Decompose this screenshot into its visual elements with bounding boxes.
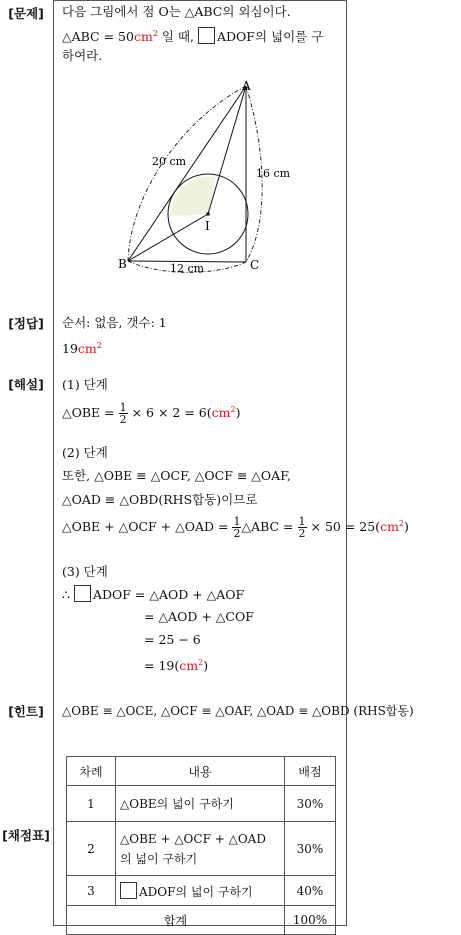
step1-title: (1) 단계 <box>62 377 108 392</box>
table-row <box>67 786 336 822</box>
header-score: 배점 <box>285 757 336 786</box>
header-no: 차례 <box>67 757 116 786</box>
problem-line-3: 하여라. <box>62 48 103 63</box>
fraction-half: $\frac{1}{2}$ <box>119 401 127 427</box>
problem-line-1: 다음 그림에서 점 O는 △ABC의 외심이다. <box>62 4 291 19</box>
step3-line-1 <box>62 585 244 604</box>
step3-eq-1: ADOF = △AOD + △AOF <box>92 587 245 602</box>
table-row <box>67 822 336 876</box>
table-row <box>67 876 336 906</box>
segment-BI <box>128 214 208 261</box>
row-content: △OBE의 넓이 구하기 <box>116 786 285 822</box>
step1-rhs: × 6 × 2 = 6( <box>131 405 212 421</box>
row-no: 2 <box>67 822 116 876</box>
answer-label: [정답] <box>8 316 44 331</box>
step3-line-4: = $19(cm^2)$ <box>144 658 209 674</box>
row-score: 30% <box>285 822 336 876</box>
length-AB: 20 cm <box>152 155 187 168</box>
step3-title: (3) 단계 <box>62 564 108 579</box>
scoring-label: [채점표] <box>2 828 50 843</box>
step3-line-3: = 25 − 6 <box>144 632 201 647</box>
row-content: ADOF의 넓이 구하기 <box>116 876 285 906</box>
total-label: 합계 <box>67 906 285 935</box>
fraction-half-2: $\frac{1}{2}$ <box>233 515 241 541</box>
step1-unit: $cm^2$ <box>211 405 236 421</box>
label-C: C <box>250 258 260 272</box>
hint-text: △OBE ≡ △OCE, △OCF ≡ △OAF, △OAD ≡ △OBD (RHS합동) <box>62 704 414 718</box>
step3-line-2: = △AOD + △COF <box>144 609 254 624</box>
row-no: 3 <box>67 876 116 906</box>
therefore-symbol: ∴ <box>62 587 70 602</box>
segment-AI <box>208 86 246 214</box>
row-content-line-2: 의 넓이 구하기 <box>120 851 198 866</box>
step2-line-2: △OAD ≡ △OBD(RHS합동)이므로 <box>62 492 258 507</box>
row-no: 1 <box>67 786 116 822</box>
scoring-table <box>66 756 336 935</box>
side-AB <box>128 86 246 261</box>
problem-when: 일 때, <box>161 29 194 45</box>
problem-area-text: △ABC = 50 <box>62 29 134 45</box>
total-score: 100% <box>285 906 336 935</box>
answer-line-1: 순서: 없음, 갯수: 1 <box>62 315 167 330</box>
hint-label: [힌트] <box>8 704 44 719</box>
square-symbol <box>120 882 137 899</box>
step2-line-3: △OBE + △OCF + △OAD = $\frac{1}{2}$ △ABC = $\frac{1}{2}$ × $50 = 25(cm^2)$ <box>62 515 409 541</box>
length-BC: 12 cm <box>170 262 205 275</box>
problem-label: [문제] <box>8 6 44 21</box>
label-I: I <box>205 219 210 233</box>
problem-unit: $cm^2$ <box>133 29 158 45</box>
fraction-half-3: $\frac{1}{2}$ <box>298 515 306 541</box>
step2-title: (2) 단계 <box>62 445 108 460</box>
square-symbol <box>198 27 215 44</box>
problem-ask: ADOF의 넓이를 구 <box>216 29 324 45</box>
table-total-row <box>67 906 336 935</box>
answer-value-line <box>62 337 102 358</box>
solution-label: [해설] <box>8 377 44 392</box>
step1-lhs: △OBE = <box>62 405 115 421</box>
step1-formula: △OBE = $\frac{1}{2}$ × $6 \times 2 = 6(cm^2)$ <box>62 401 241 427</box>
row-content <box>116 822 285 876</box>
square-symbol <box>74 585 91 602</box>
row-score: 30% <box>285 786 336 822</box>
problem-line-2 <box>62 25 323 46</box>
answer-value: 19 <box>62 341 78 357</box>
step2-abc: △ABC = <box>241 519 294 535</box>
label-B: B <box>118 257 127 271</box>
step2-unit: $cm^2$ <box>380 519 405 535</box>
header-content: 내용 <box>116 757 285 786</box>
step2-sum: △OBE + △OCF + △OAD = <box>62 519 229 535</box>
answer-unit: $cm^2$ <box>77 341 102 357</box>
label-A: A <box>242 79 251 93</box>
step2-result: × 50 = 25( <box>310 519 381 535</box>
row-score: 40% <box>285 876 336 906</box>
table-header-row <box>67 757 336 786</box>
step2-line-1: 또한, △OBE ≡ △OCF, △OCF ≡ △OAF, <box>62 468 291 483</box>
length-AC: 16 cm <box>256 167 291 180</box>
triangle-figure <box>110 76 330 281</box>
row-content-line-1: △OBE + △OCF + △OAD <box>120 831 266 846</box>
point-I-dot <box>206 212 210 216</box>
step3-unit: $cm^2$ <box>179 658 204 674</box>
